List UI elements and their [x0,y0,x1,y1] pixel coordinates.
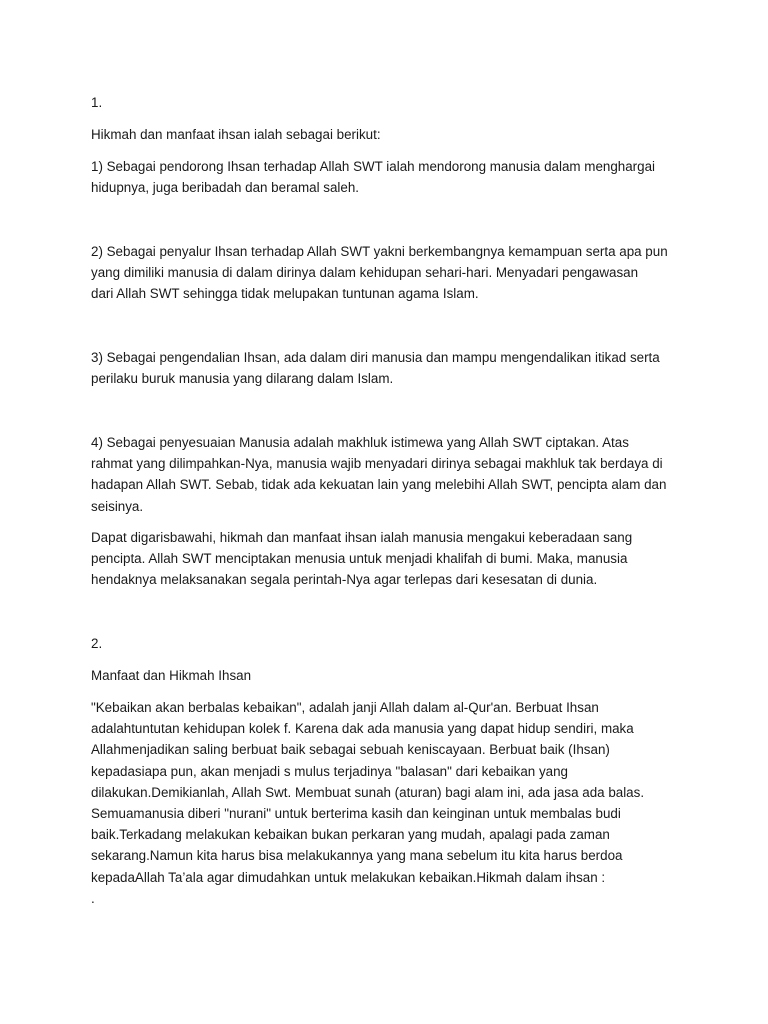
section-1-point-3: 3) Sebagai pengendalian Ihsan, ada dalam diri manusia dan mampu mengendalikan itikad serta perilaku buruk manusia yang dilarang dalam Islam. [91,350,660,387]
section-2-number: 2. [91,636,103,651]
section-1-point-1: 1) Sebagai pendorong Ihsan terhadap Allah SWT ialah mendorong manusia dalam menghargai hidupnya, juga beribadah dan beramal saleh. [91,159,656,196]
section-1-intro: Hikmah dan manfaat ihsan ialah sebagai berikut: [91,127,381,142]
section-1-number: 1. [91,95,103,110]
section-1-point-2: 2) Sebagai penyalur Ihsan terhadap Allah SWT yakni berkembangnya kemampuan serta apa pun yang dimiliki manusia di dalam dirinya dalam kehidupan sehari-hari. Menyadari pengawasan dari Allah SWT sehingga tidak melupakan tuntunan agama Islam. [91,244,668,302]
section-1-point-4: 4) Sebagai penyesuaian Manusia adalah makhluk istimewa yang Allah SWT ciptakan. Atas rahmat yang dilimpahkan-Nya, manusia wajib menyadari dirinya sebagai makhluk tak berdaya di hadapan Allah SWT. Sebab, tidak ada kekuatan lain yang melebihi Allah SWT, pencipta alam dan seisinya. [91,435,667,514]
section-2-title: Manfaat dan Hikmah Ihsan [91,668,252,683]
trailing-period: . [91,891,95,906]
section-1-conclusion: Dapat digarisbawahi, hikmah dan manfaat ihsan ialah manusia mengakui keberadaan sang pencipta. Allah SWT menciptakan menusia untuk menjadi khalifah di bumi. Maka, manusia hendaknya melaksanakan segala perintah-Nya agar terlepas dari kesesatan di dunia. [91,530,633,588]
section-2-body: "Kebaikan akan berbalas kebaikan", adalah janji Allah dalam al-Qur'an. Berbuat Ihsan adalahtuntutan kehidupan kolek f. Karena dak ada manusia yang dapat hidup sendiri, maka Allahmenjadikan saling berbuat baik sebagai sebuah keniscayaan. Berbuat baik (Ihsan) kepadasiapa pun, akan menjadi s mulus terjadinya "balasan" dari kebaikan yang dilakukan.Demikianlah, Allah Swt. Membuat sunah (aturan) bagi alam ini, ada jasa ada balas. Semuamanusia diberi "nurani" untuk berterima kasih dan keinginan untuk membalas budi baik.Terkadang melakukan kebaikan bukan perkaran yang mudah, apalagi pada zaman sekarang.Namun kita harus bisa melakukannya yang mana sebelum itu kita harus berdoa kepadaAllah Ta’ala agar dimudahkan untuk melakukan kebaikan.Hikmah dalam ihsan : [91,700,645,885]
